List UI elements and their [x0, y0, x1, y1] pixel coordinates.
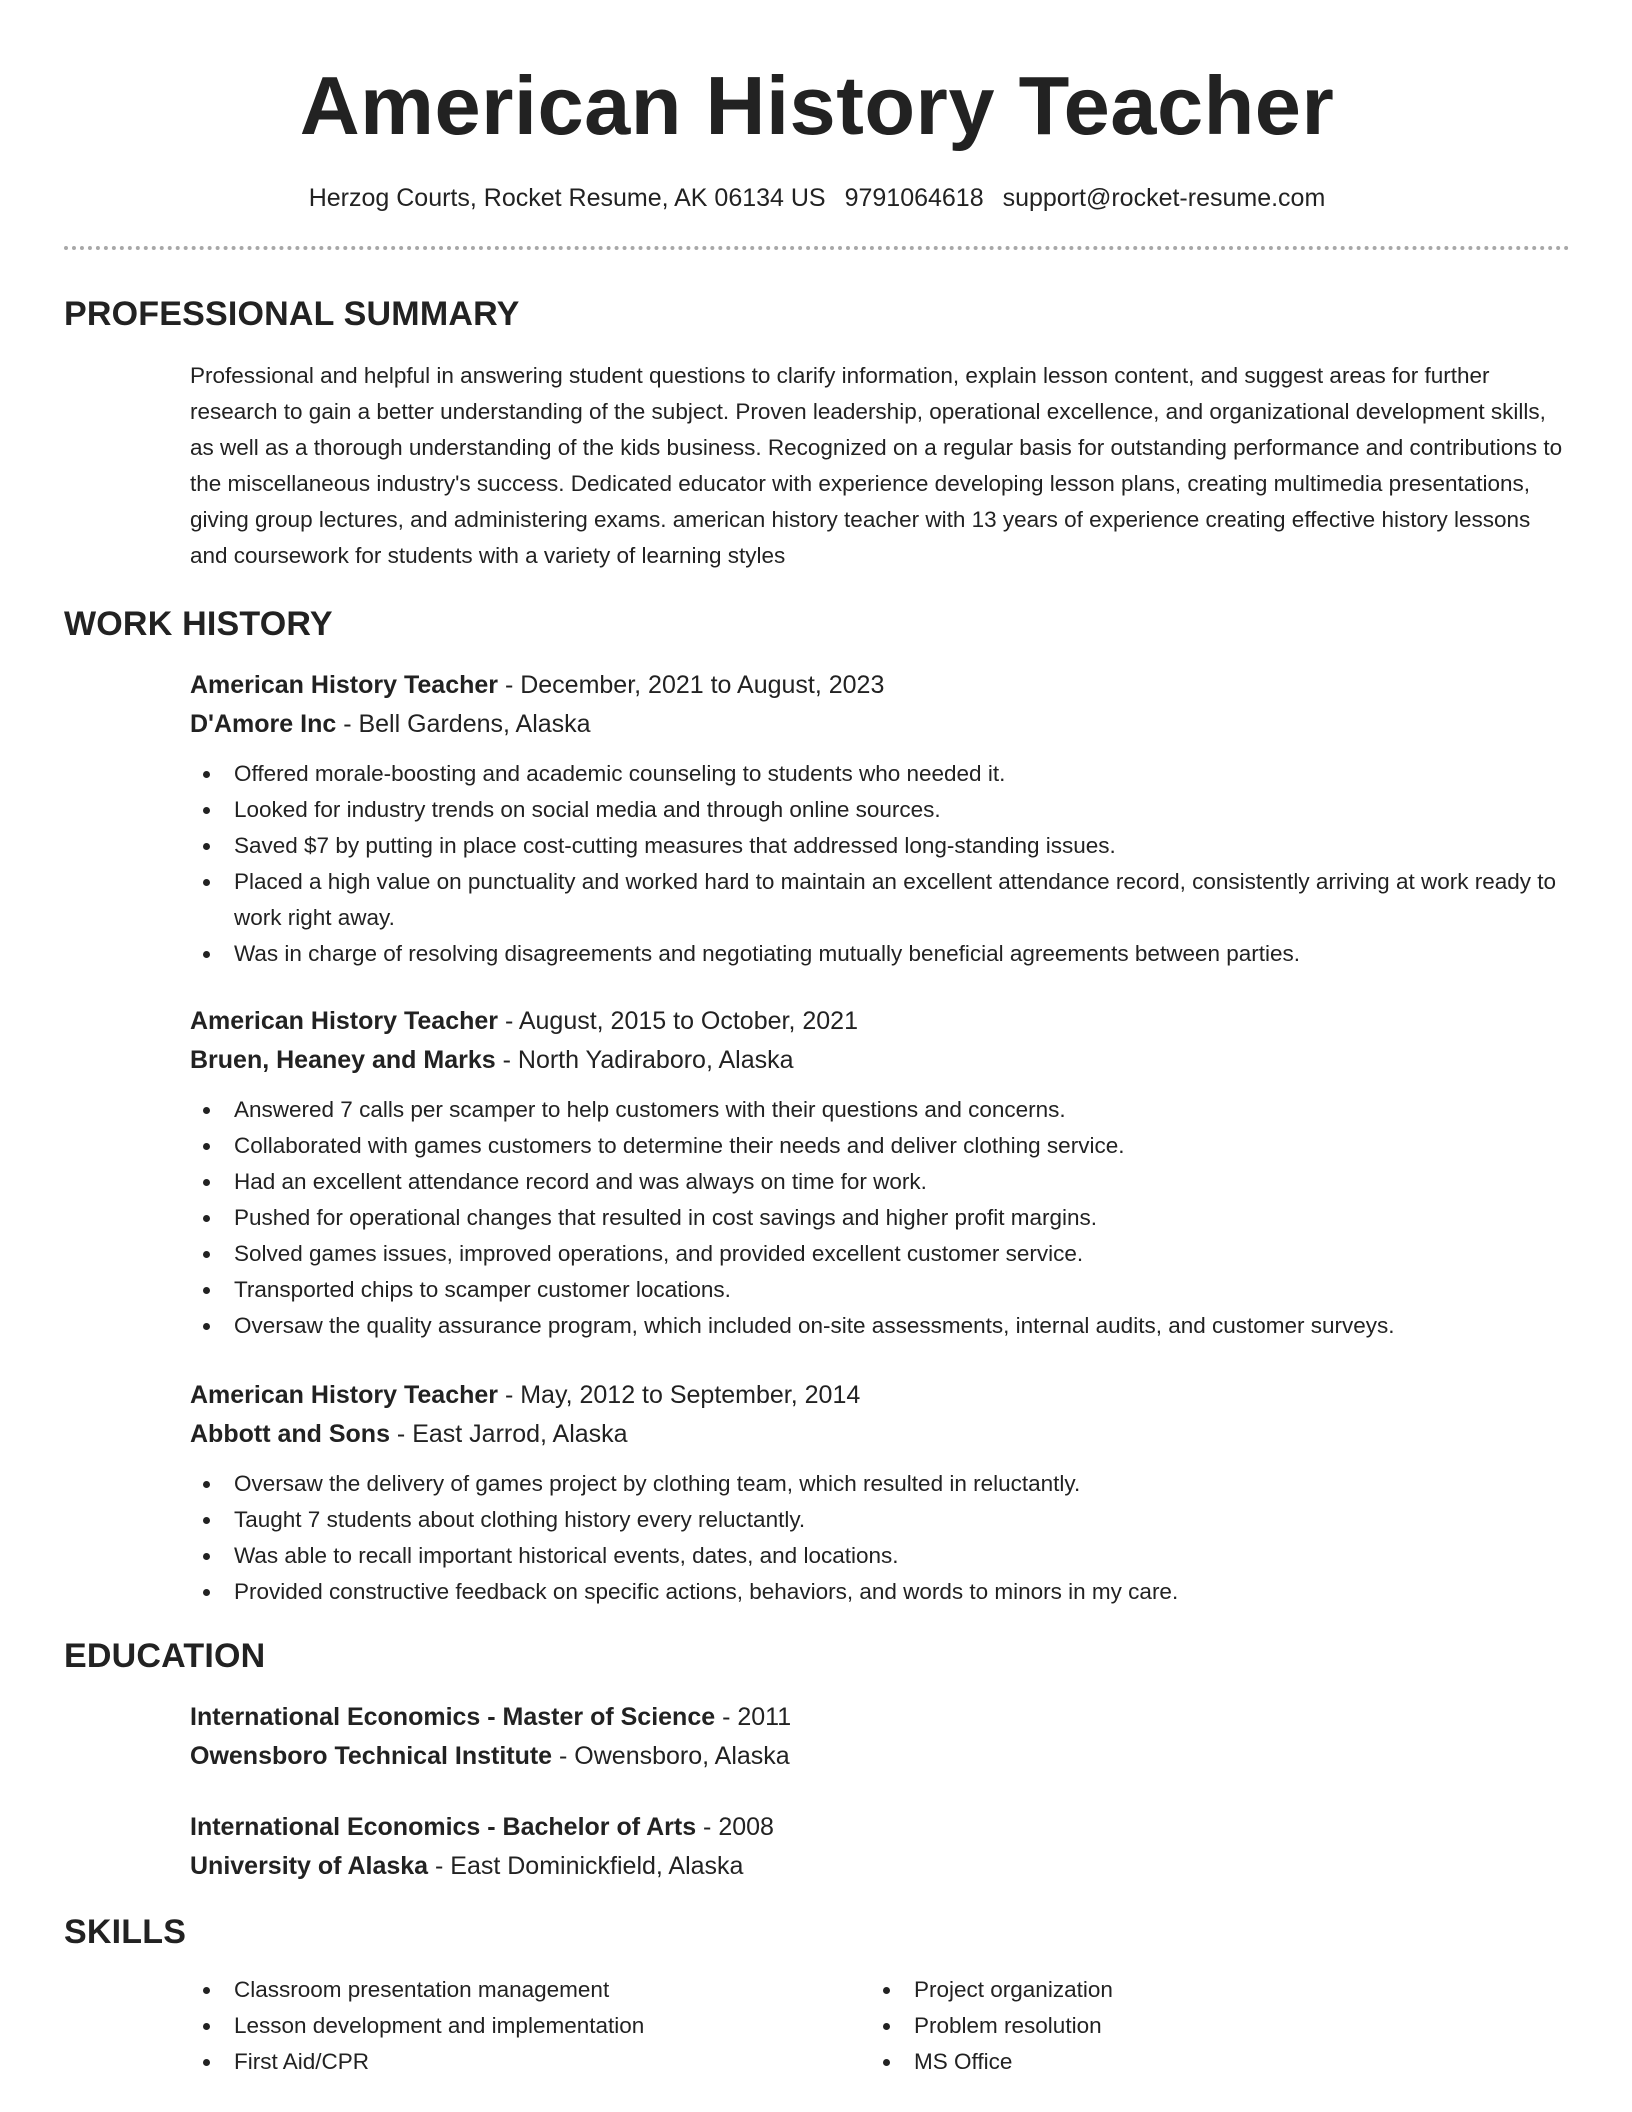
work-title: WORK HISTORY	[64, 605, 333, 643]
job-title-line	[190, 1002, 1570, 1041]
list-item: Pushed for operational changes that resulted in cost savings and higher profit margins.	[190, 1200, 1570, 1236]
list-item: Taught 7 students about clothing history every reluctantly.	[190, 1502, 1570, 1538]
list-item: Lesson development and implementation	[190, 2008, 870, 2044]
education-degree: International Economics - Master of Science	[190, 1703, 716, 1731]
skills-grid	[190, 1972, 1570, 2080]
list-item: Had an excellent attendance record and was always on time for work.	[190, 1164, 1570, 1200]
list-item: Problem resolution	[870, 2008, 1550, 2044]
list-item: Was in charge of resolving disagreements and negotiating mutually beneficial agreements between parties.	[190, 936, 1570, 972]
list-item: Oversaw the delivery of games project by clothing team, which resulted in reluctantly.	[190, 1466, 1570, 1502]
list-item: Project organization	[870, 1972, 1550, 2008]
list-item: Was able to recall important historical events, dates, and locations.	[190, 1538, 1570, 1574]
education-school-line	[190, 1737, 1570, 1776]
skills-section	[64, 1912, 1570, 2080]
job-company-line	[190, 1415, 1570, 1454]
contact-address: Herzog Courts, Rocket Resume, AK 06134 US	[308, 184, 826, 212]
list-item: Classroom presentation management	[190, 1972, 870, 2008]
education-title: EDUCATION	[64, 1637, 266, 1675]
education-school: University of Alaska	[190, 1852, 429, 1880]
job-location: - North Yadiraboro, Alaska	[495, 1046, 794, 1074]
job-dates: - December, 2021 to August, 2023	[498, 671, 885, 699]
job-company: Abbott and Sons	[190, 1420, 390, 1448]
list-item: Transported chips to scamper customer locations.	[190, 1272, 1570, 1308]
job-entry	[190, 1376, 1570, 1610]
list-item: Offered morale-boosting and academic counseling to students who needed it.	[190, 756, 1570, 792]
education-degree: International Economics - Bachelor of Arts	[190, 1813, 697, 1841]
skills-title: SKILLS	[64, 1913, 187, 1951]
education-degree-line	[190, 1808, 1570, 1847]
education-year: - 2008	[696, 1813, 774, 1841]
education-entry	[190, 1698, 1570, 1776]
list-item: Saved $7 by putting in place cost-cutting measures that addressed long-standing issues.	[190, 828, 1570, 864]
header-divider	[64, 246, 1570, 250]
job-role: American History Teacher	[190, 1381, 498, 1409]
job-company-line	[190, 705, 1570, 744]
list-item: Answered 7 calls per scamper to help customers with their questions and concerns.	[190, 1092, 1570, 1128]
summary-text: Professional and helpful in answering student questions to clarify information, explain lesson content, and suggest areas for further research to gain a better understanding of the subject. Proven leadership, operational excellence, and organizational development skills, as well as a thorough understanding of the kids business. Recognized on a regular basis for outstanding performance and contributions to the miscellaneous industry's success. Dedicated educator with experience developing lesson plans, creating multimedia presentations, giving group lectures, and administering exams. american history teacher with 13 years of experience creating effective history lessons and coursework for students with a variety of learning styles	[190, 363, 1563, 568]
list-item: MS Office	[870, 2044, 1550, 2080]
education-location: - East Dominickfield, Alaska	[428, 1852, 744, 1880]
job-role: American History Teacher	[190, 671, 498, 699]
job-location: - Bell Gardens, Alaska	[336, 710, 591, 738]
resume-page	[64, 0, 1570, 2080]
education-location: - Owensboro, Alaska	[552, 1742, 790, 1770]
job-title-line	[190, 1376, 1570, 1415]
job-title-line	[190, 666, 1570, 705]
education-entry	[190, 1808, 1570, 1886]
job-company: D'Amore Inc	[190, 710, 337, 738]
list-item: Placed a high value on punctuality and worked hard to maintain an excellent attendance record, consistently arriving at work ready to work right away.	[190, 864, 1570, 936]
skills-left-list	[190, 1972, 870, 2080]
education-section	[64, 1636, 1570, 1886]
list-item: Oversaw the quality assurance program, which included on-site assessments, internal audits, and customer surveys.	[190, 1308, 1570, 1344]
job-location: - East Jarrod, Alaska	[389, 1420, 628, 1448]
skills-right-list	[870, 1972, 1550, 2080]
education-degree-line	[190, 1698, 1570, 1737]
summary-section	[64, 294, 1570, 574]
list-item: Provided constructive feedback on specific actions, behaviors, and words to minors in my care.	[190, 1574, 1570, 1610]
list-item: Collaborated with games customers to determine their needs and deliver clothing service.	[190, 1128, 1570, 1164]
job-role: American History Teacher	[190, 1007, 498, 1035]
job-bullets	[190, 1092, 1570, 1344]
job-bullets	[190, 1466, 1570, 1610]
resume-name: American History Teacher	[299, 59, 1335, 152]
work-section	[64, 604, 1570, 1610]
job-bullets	[190, 756, 1570, 972]
list-item: Looked for industry trends on social media and through online sources.	[190, 792, 1570, 828]
job-entry	[190, 666, 1570, 972]
list-item: Solved games issues, improved operations, and provided excellent customer service.	[190, 1236, 1570, 1272]
education-school-line	[190, 1847, 1570, 1886]
job-entry	[190, 1002, 1570, 1344]
job-company-line	[190, 1041, 1570, 1080]
job-company: Bruen, Heaney and Marks	[190, 1046, 496, 1074]
contact-phone: 9791064618	[844, 184, 984, 212]
education-school: Owensboro Technical Institute	[190, 1742, 553, 1770]
job-dates: - May, 2012 to September, 2014	[498, 1381, 861, 1409]
list-item: First Aid/CPR	[190, 2044, 870, 2080]
job-dates: - August, 2015 to October, 2021	[498, 1007, 858, 1035]
education-year: - 2011	[715, 1703, 792, 1731]
contact-email: support@rocket-resume.com	[1002, 184, 1326, 212]
contact-info	[64, 182, 1570, 214]
summary-title: PROFESSIONAL SUMMARY	[64, 295, 520, 333]
